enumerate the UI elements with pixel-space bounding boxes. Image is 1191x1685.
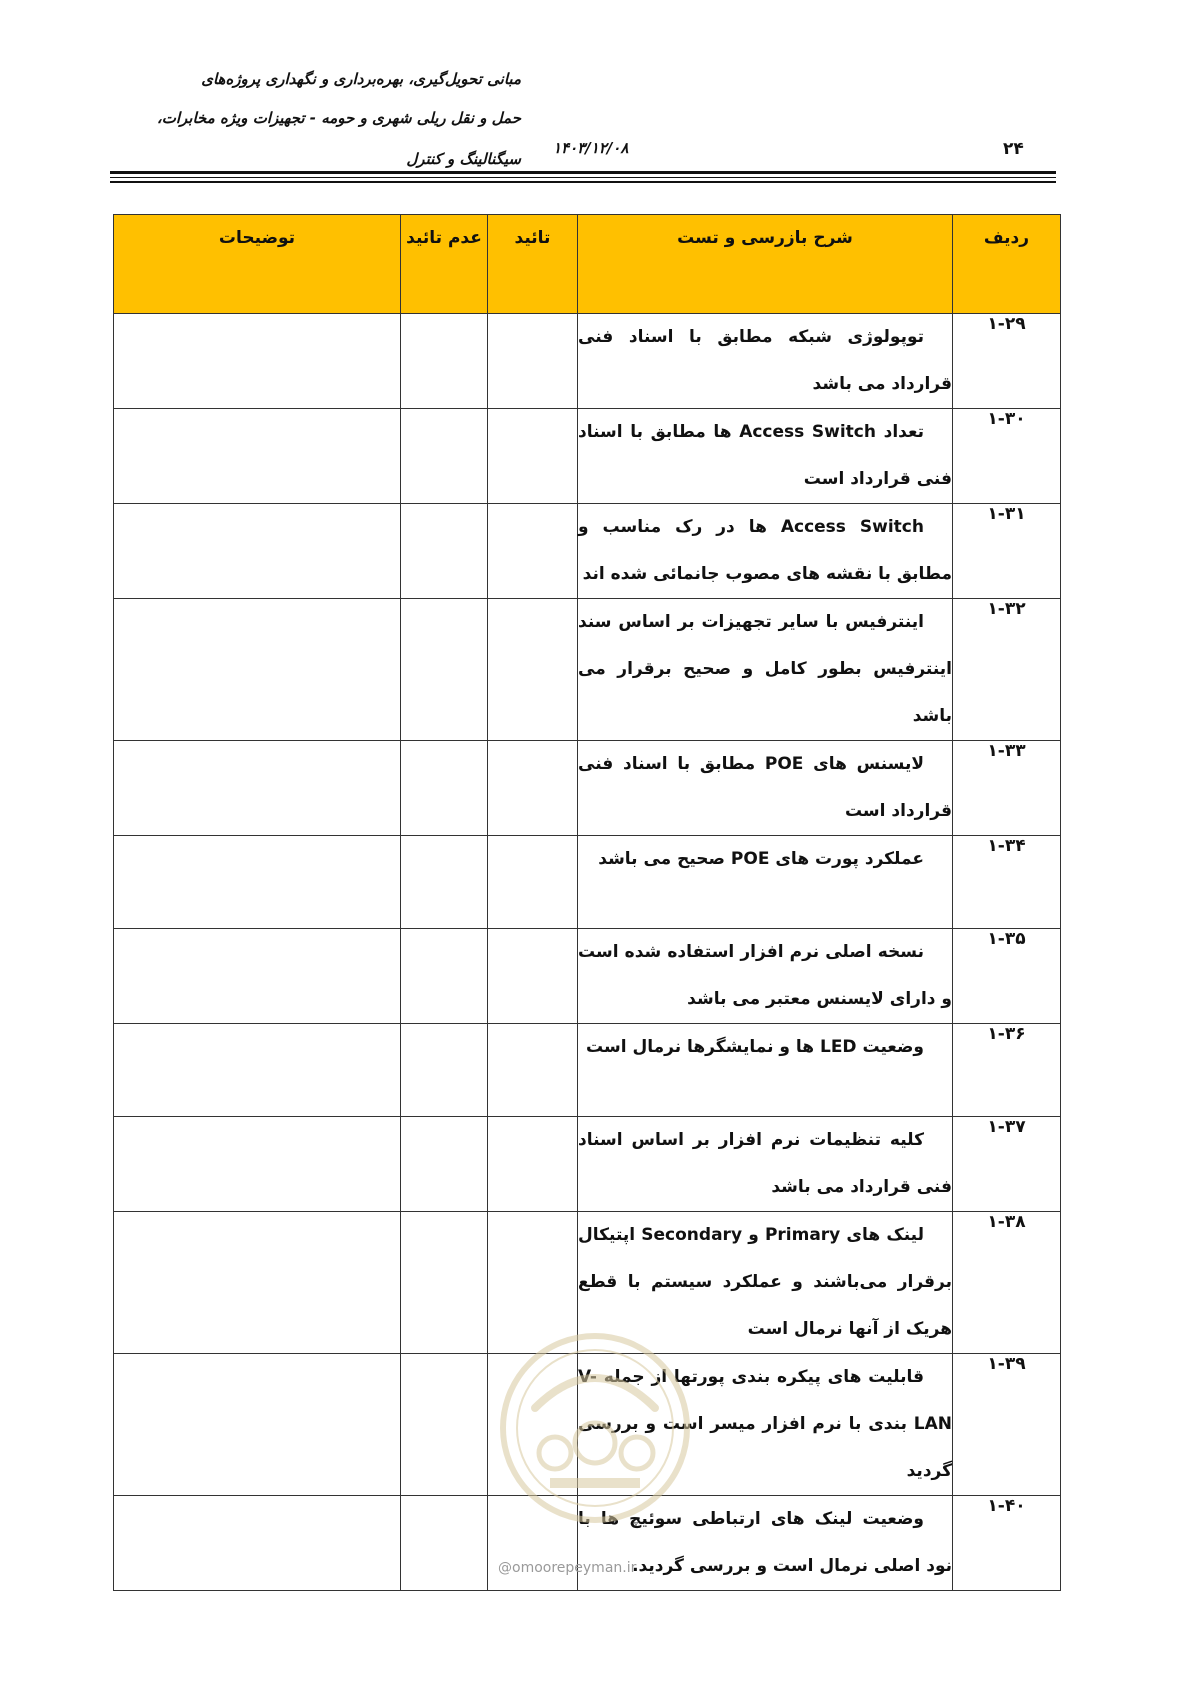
table-header-row [114, 215, 1061, 314]
row-number: ۱-۴۰ [953, 1496, 1061, 1591]
col-header-row: ردیف [953, 215, 1061, 314]
not-approved-cell[interactable] [401, 409, 488, 504]
page-header [0, 0, 1191, 190]
notes-cell[interactable] [114, 1496, 401, 1591]
not-approved-cell[interactable] [401, 504, 488, 599]
row-description: قابلیت های پیکره بندی پورتها از جمله V-LAN بندی با نرم افزار میسر است و بررسی گردید [578, 1354, 953, 1496]
col-header-not-approved: عدم تائید [401, 215, 488, 314]
approved-cell[interactable] [488, 836, 578, 929]
table-row [114, 599, 1061, 741]
approved-cell[interactable] [488, 741, 578, 836]
row-description: Access Switch ها در رک مناسب و مطابق با نقشه های مصوب جانمائی شده اند [578, 504, 953, 599]
row-description: اینترفیس با سایر تجهیزات بر اساس سند اینترفیس بطور کامل و صحیح برقرار می باشد [578, 599, 953, 741]
table-row [114, 1212, 1061, 1354]
row-number: ۱-۳۸ [953, 1212, 1061, 1354]
table-row [114, 1496, 1061, 1591]
row-description: لایسنس های POE مطابق با اسناد فنی قرارداد است [578, 741, 953, 836]
not-approved-cell[interactable] [401, 1496, 488, 1591]
notes-cell[interactable] [114, 836, 401, 929]
approved-cell[interactable] [488, 314, 578, 409]
approved-cell[interactable] [488, 504, 578, 599]
row-number: ۱-۳۳ [953, 741, 1061, 836]
notes-cell[interactable] [114, 504, 401, 599]
not-approved-cell[interactable] [401, 929, 488, 1024]
header-rule [110, 177, 1056, 178]
row-description: لینک های Primary و Secondary اپتیکال برقرار می‌باشند و عملکرد سیستم با قطع هریک از آنها نرمال است [578, 1212, 953, 1354]
table-row [114, 929, 1061, 1024]
header-title-line2: حمل و نقل ریلی شهری و حومه - تجهیزات ویژه مخابرات، [156, 109, 521, 127]
row-number: ۱-۳۴ [953, 836, 1061, 929]
row-number: ۱-۳۷ [953, 1117, 1061, 1212]
header-title-line3: سیگنالینگ و کنترل [406, 150, 521, 168]
col-header-approved: تائید [488, 215, 578, 314]
table-row [114, 314, 1061, 409]
approved-cell[interactable] [488, 1024, 578, 1117]
approved-cell[interactable] [488, 1354, 578, 1496]
row-number: ۱-۳۶ [953, 1024, 1061, 1117]
approved-cell[interactable] [488, 409, 578, 504]
page-number: ۲۴ [1003, 139, 1024, 159]
notes-cell[interactable] [114, 599, 401, 741]
not-approved-cell[interactable] [401, 1212, 488, 1354]
row-number: ۱-۳۰ [953, 409, 1061, 504]
table-row [114, 836, 1061, 929]
header-rule [110, 181, 1056, 183]
row-description: توپولوژی شبکه مطابق با اسناد فنی قرارداد می باشد [578, 314, 953, 409]
row-description: عملکرد پورت های POE صحیح می باشد [578, 836, 953, 929]
not-approved-cell[interactable] [401, 1354, 488, 1496]
row-description: وضعیت لینک های ارتباطی سوئیچ ها با نود اصلی نرمال است و بررسی گردید. [578, 1496, 953, 1591]
not-approved-cell[interactable] [401, 741, 488, 836]
table-row [114, 1354, 1061, 1496]
approved-cell[interactable] [488, 599, 578, 741]
table-row [114, 741, 1061, 836]
table-row [114, 1117, 1061, 1212]
notes-cell[interactable] [114, 314, 401, 409]
not-approved-cell[interactable] [401, 599, 488, 741]
col-header-notes: توضیحات [114, 215, 401, 314]
row-number: ۱-۳۵ [953, 929, 1061, 1024]
row-number: ۱-۳۱ [953, 504, 1061, 599]
inspection-table [113, 214, 1061, 1591]
notes-cell[interactable] [114, 1212, 401, 1354]
row-number: ۱-۳۲ [953, 599, 1061, 741]
notes-cell[interactable] [114, 1354, 401, 1496]
notes-cell[interactable] [114, 741, 401, 836]
not-approved-cell[interactable] [401, 1117, 488, 1212]
not-approved-cell[interactable] [401, 314, 488, 409]
notes-cell[interactable] [114, 409, 401, 504]
not-approved-cell[interactable] [401, 836, 488, 929]
approved-cell[interactable] [488, 1496, 578, 1591]
approved-cell[interactable] [488, 1117, 578, 1212]
approved-cell[interactable] [488, 929, 578, 1024]
header-date: ۱۴۰۳/۱۲/۰۸ [553, 139, 629, 157]
notes-cell[interactable] [114, 1117, 401, 1212]
not-approved-cell[interactable] [401, 1024, 488, 1117]
table-row [114, 1024, 1061, 1117]
col-header-description: شرح بازرسی و تست [578, 215, 953, 314]
row-description: وضعیت LED ها و نمایشگرها نرمال است [578, 1024, 953, 1117]
notes-cell[interactable] [114, 929, 401, 1024]
header-rule [110, 171, 1056, 174]
table-row [114, 409, 1061, 504]
notes-cell[interactable] [114, 1024, 401, 1117]
table-row [114, 504, 1061, 599]
row-description: نسخه اصلی نرم افزار استفاده شده است و دارای لایسنس معتبر می باشد [578, 929, 953, 1024]
row-number: ۱-۲۹ [953, 314, 1061, 409]
row-number: ۱-۳۹ [953, 1354, 1061, 1496]
row-description: کلیه تنظیمات نرم افزار بر اساس اسناد فنی قرارداد می باشد [578, 1117, 953, 1212]
approved-cell[interactable] [488, 1212, 578, 1354]
header-title-line1: مبانی تحویل‌گیری، بهره‌برداری و نگهداری پروژه‌های [201, 70, 521, 88]
row-description: تعداد Access Switch ها مطابق با اسناد فنی قرارداد است [578, 409, 953, 504]
watermark-text: @omoorepeyman.ir [498, 1560, 637, 1576]
